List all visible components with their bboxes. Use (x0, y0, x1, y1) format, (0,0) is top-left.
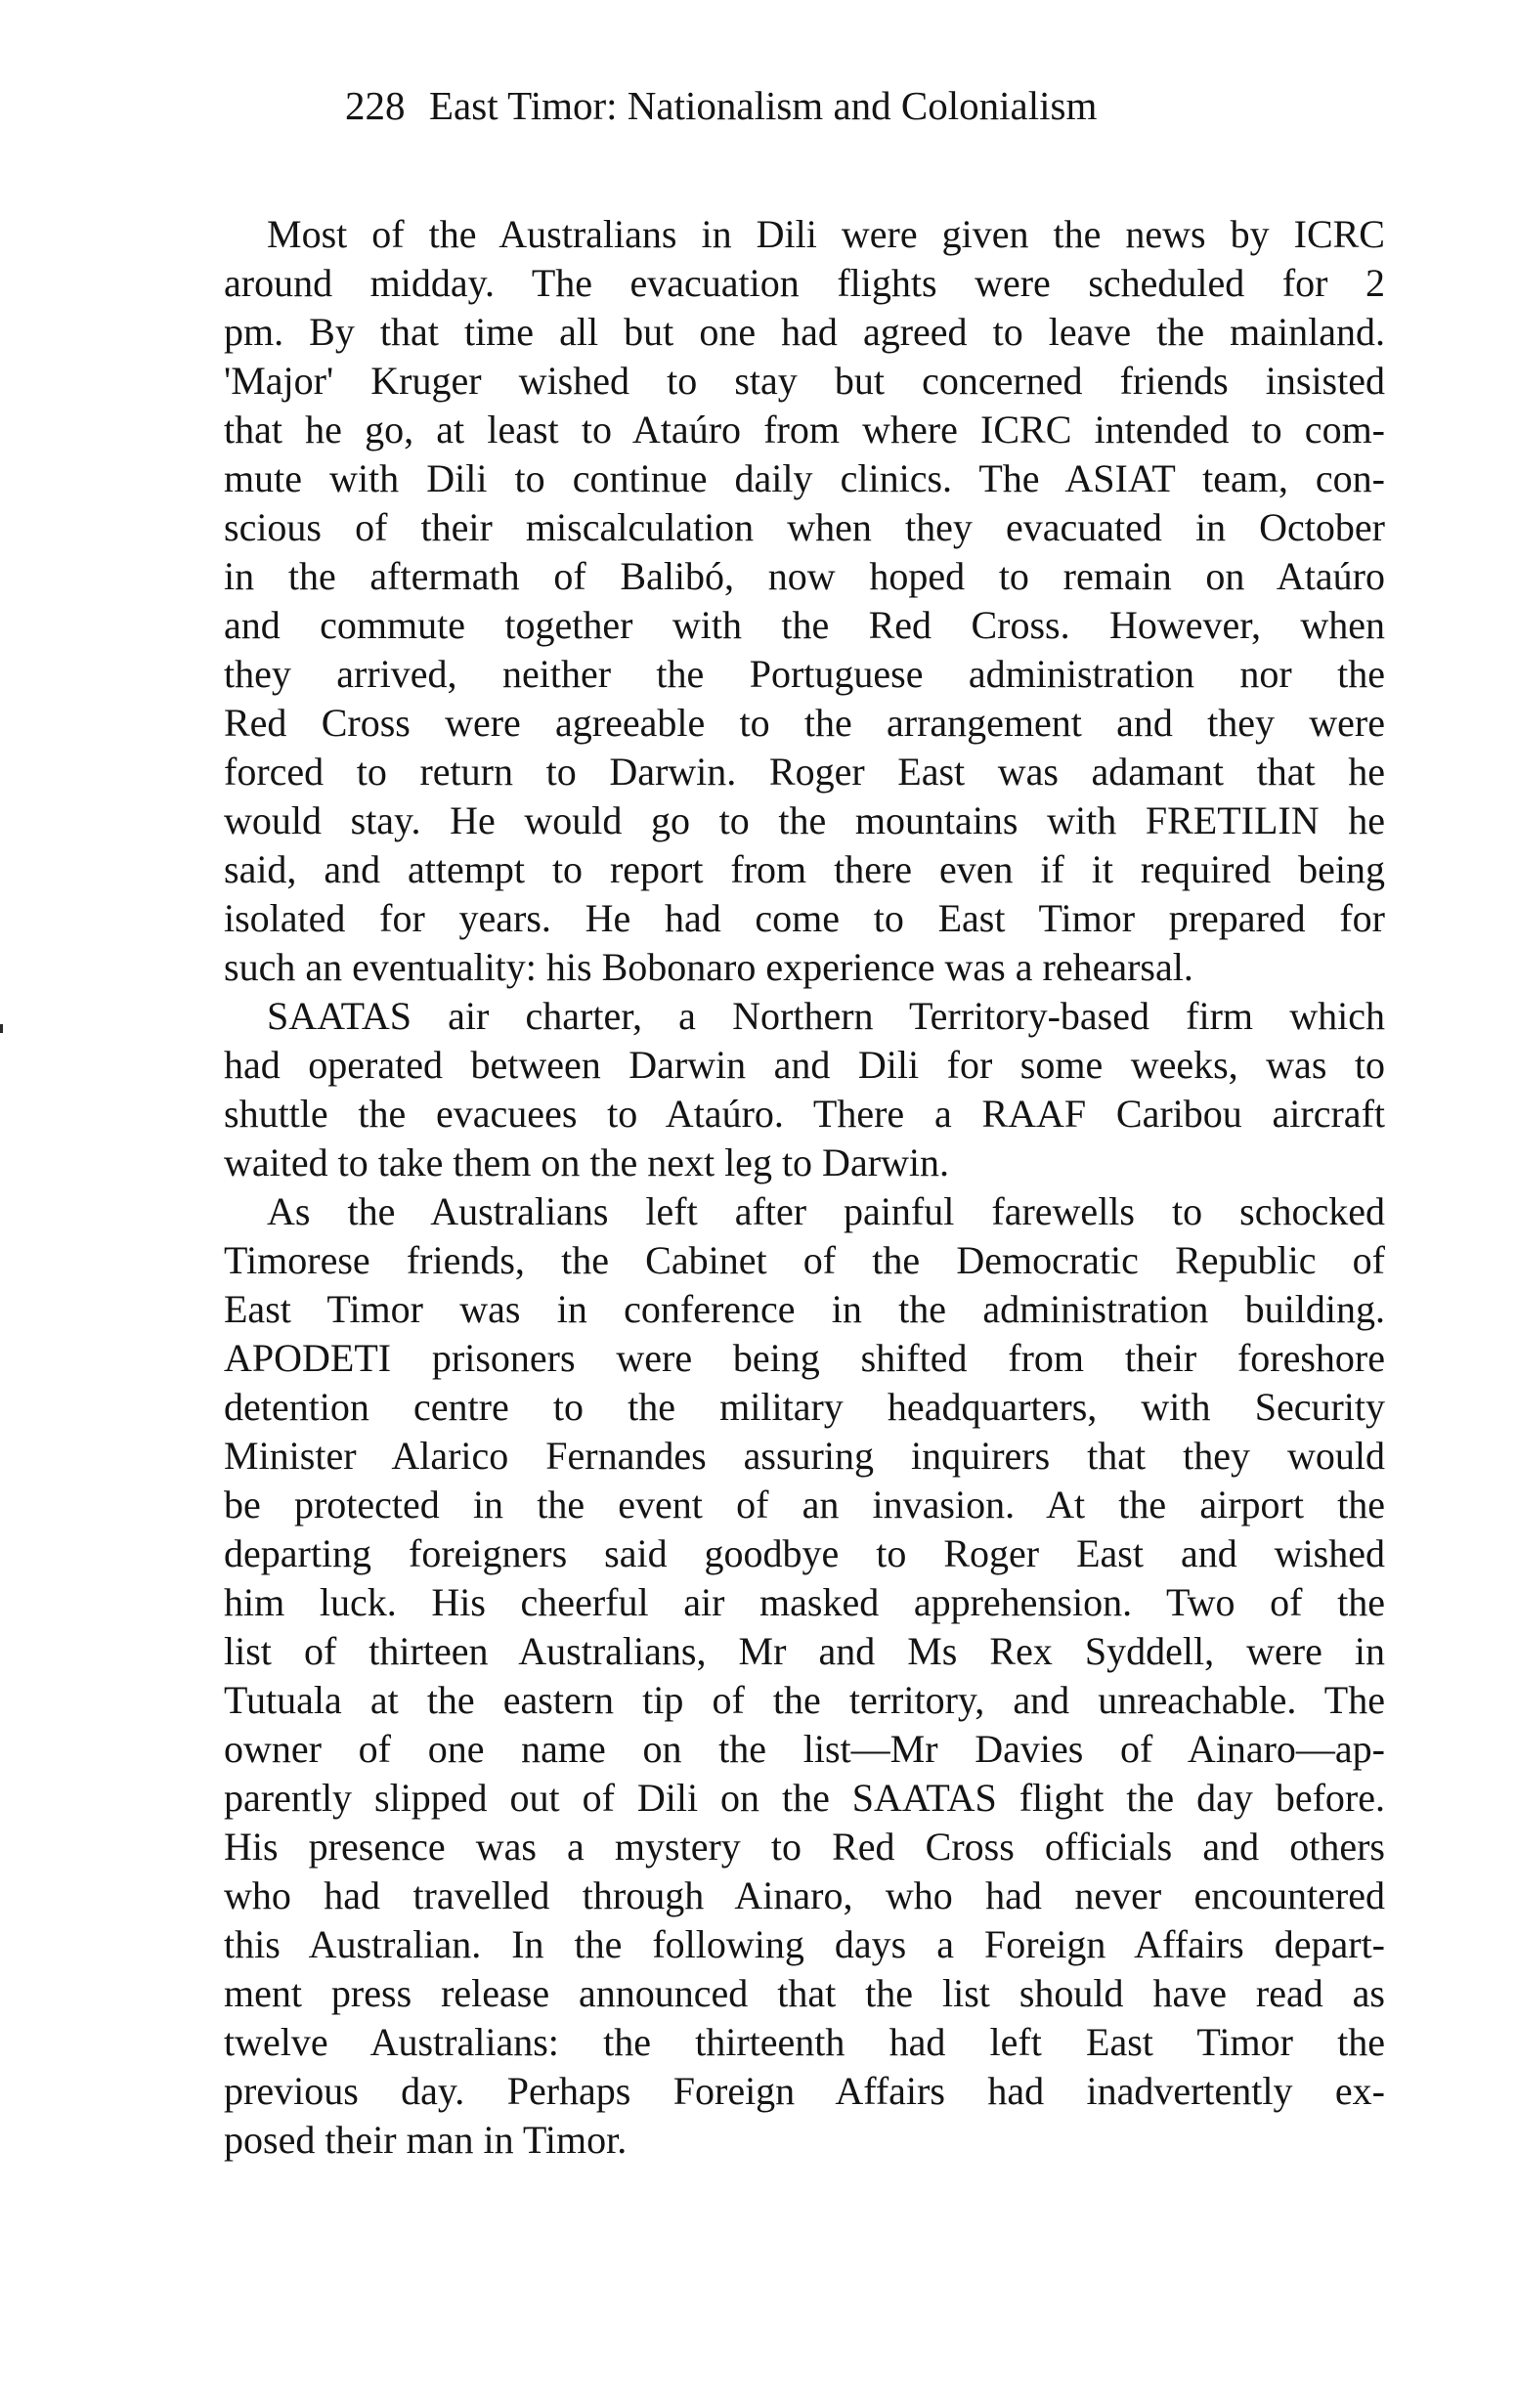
text-line: departing foreigners said goodbye to Roger East and wished (224, 1531, 1385, 1575)
text-line: such an eventuality: his Bobonaro experience was a rehearsal. (224, 945, 1193, 989)
running-head-title: East Timor: Nationalism and Colonialism (429, 83, 1098, 128)
text-line: posed their man in Timor. (224, 2118, 628, 2162)
text-line: said, and attempt to report from there even if it required being (224, 847, 1385, 891)
text-line: East Timor was in conference in the administration building. (224, 1287, 1385, 1331)
text-line: mute with Dili to continue daily clinics. The ASIAT team, con- (224, 456, 1385, 500)
text-line: owner of one name on the list—Mr Davies of Ainaro—ap- (224, 1727, 1385, 1771)
text-line: would stay. He would go to the mountains with FRETILIN he (224, 798, 1385, 842)
text-line: twelve Australians: the thirteenth had left East Timor the (224, 2020, 1385, 2064)
text-line: that he go, at least to Ataúro from where ICRC intended to com- (224, 408, 1385, 452)
running-head (345, 76, 1097, 135)
body-text (224, 210, 1385, 2165)
text-line: Timorese friends, the Cabinet of the Democratic Republic of (224, 1238, 1385, 1282)
text-line: ment press release announced that the list should have read as (224, 1971, 1385, 2015)
text-line: him luck. His cheerful air masked apprehension. Two of the (224, 1580, 1385, 1624)
text-line: shuttle the evacuees to Ataúro. There a RAAF Caribou aircraft (224, 1092, 1385, 1136)
text-line: As the Australians left after painful farewells to schocked (267, 1189, 1385, 1233)
text-line: Red Cross were agreeable to the arrangement and they were (224, 701, 1385, 745)
text-line: previous day. Perhaps Foreign Affairs had inadvertently ex- (224, 2069, 1385, 2113)
text-line: around midday. The evacuation flights were scheduled for 2 (224, 261, 1385, 305)
text-line: His presence was a mystery to Red Cross officials and others (224, 1825, 1385, 1869)
text-line: scious of their miscalculation when they evacuated in October (224, 505, 1385, 549)
page-number: 228 (345, 83, 406, 128)
text-line: detention centre to the military headquarters, with Security (224, 1385, 1385, 1429)
text-line: this Australian. In the following days a Foreign Affairs depart- (224, 1922, 1385, 1966)
text-line: isolated for years. He had come to East Timor prepared for (224, 896, 1385, 940)
text-line: and commute together with the Red Cross. However, when (224, 603, 1385, 647)
text-line: Most of the Australians in Dili were given the news by ICRC (267, 212, 1385, 256)
text-line: pm. By that time all but one had agreed to leave the mainland. (224, 310, 1385, 354)
text-line: they arrived, neither the Portuguese administration nor the (224, 652, 1385, 696)
text-line: APODETI prisoners were being shifted from their foreshore (224, 1336, 1385, 1380)
text-line: forced to return to Darwin. Roger East was adamant that he (224, 750, 1385, 794)
text-line: list of thirteen Australians, Mr and Ms Rex Syddell, were in (224, 1629, 1385, 1673)
text-line: in the aftermath of Balibó, now hoped to remain on Ataúro (224, 554, 1385, 598)
text-line: SAATAS air charter, a Northern Territory-based firm which (267, 994, 1385, 1038)
text-line: who had travelled through Ainaro, who had never encountered (224, 1873, 1385, 1917)
text-line: be protected in the event of an invasion. At the airport the (224, 1483, 1385, 1526)
text-line: Tutuala at the eastern tip of the territory, and unreachable. The (224, 1678, 1385, 1722)
margin-mark (0, 1024, 3, 1033)
text-line: parently slipped out of Dili on the SAATAS flight the day before. (224, 1776, 1385, 1820)
text-line: 'Major' Kruger wished to stay but concerned friends insisted (224, 359, 1385, 403)
text-line: waited to take them on the next leg to Darwin. (224, 1140, 950, 1184)
text-line: Minister Alarico Fernandes assuring inquirers that they would (224, 1434, 1385, 1478)
text-line: had operated between Darwin and Dili for some weeks, was to (224, 1043, 1385, 1087)
